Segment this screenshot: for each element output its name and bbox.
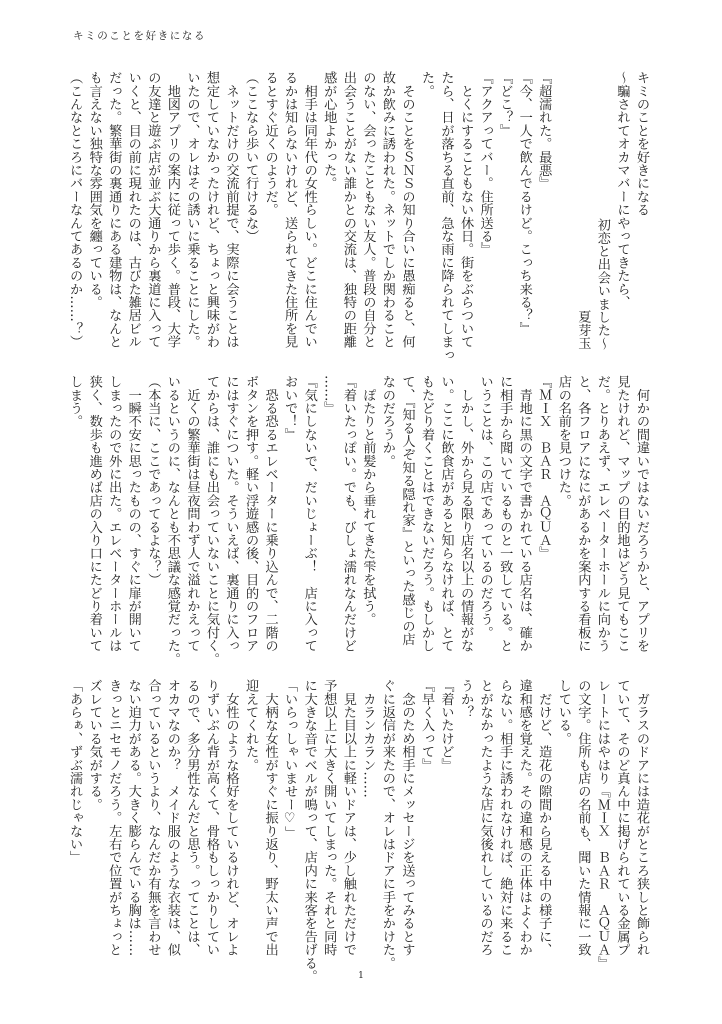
tier-top — [64, 71, 651, 362]
text-line: るとすぐ近くのようだ。 — [262, 71, 278, 217]
text-line: （ここなら歩いて行けるな） — [243, 71, 259, 243]
text-line: （こんなところにバーなんてあるのか……？） — [67, 71, 83, 349]
text-line: 店の名前を見つけた。 — [555, 375, 571, 507]
text-line: 『着いたけど』 — [438, 679, 454, 772]
text-line: 違和感を覚えた。その違和感の正体はよくわか — [516, 679, 532, 957]
text-line: いるというのに、なんとも不思議な感覚だった。 — [164, 375, 180, 666]
text-line: 感が心地よかった。 — [321, 71, 337, 190]
text-line: りずいぶん背が高くて、骨格もしっかりしてい — [203, 679, 219, 957]
text-line: しかし、外から見る限り店名以上の情報がな — [458, 375, 474, 653]
text-line: いうことは、この店であっているのだろう。 — [477, 375, 493, 639]
text-line: なのだろうか。 — [379, 375, 395, 468]
text-line: とくにすることもない休日。街をぶらついて — [458, 71, 474, 349]
story-subtitle-line2: 初恋と出会いました～ — [594, 218, 610, 350]
text-line: と、各フロアになにがあるかを案内する看板に — [575, 375, 591, 653]
text-line: 『気にしないで、だいじょーぶ！ 店に入って — [301, 375, 317, 653]
text-line: 『超濡れた。最悪』 — [536, 71, 552, 190]
text-line: 『早く入って』 — [418, 679, 434, 772]
text-line: に大きな音でベルが鳴って、店内に来客を告げる。 — [301, 679, 317, 983]
text-line: 何かの間違いではないだろうかと、アプリを — [634, 375, 649, 653]
text-line: 合っているというより、なんだか有無を言わせ — [145, 679, 161, 957]
text-line: レートにはやはり『ＭＩＸ ＢＡＲ ＡＱＵＡ』 — [594, 679, 610, 970]
text-line: 想定していなかったけれど、ちょっと興味がわ — [203, 71, 219, 349]
text-line: いたので、オレはその誘いに乗ることにした。 — [184, 71, 200, 349]
tier-middle — [64, 375, 651, 666]
text-line: らない。相手に誘われなければ、絶対に来るこ — [497, 679, 513, 957]
text-line: 出会うことがない誰かとの交流は、独特の距離 — [340, 71, 356, 349]
blank-line — [553, 71, 573, 350]
text-line: 見た目以上に軽いドアは、少し触れただけで — [340, 679, 356, 957]
text-line: てからは、誰にも出会っていないことに気付く。 — [203, 375, 219, 666]
text-line: 近くの繁華街は昼夜問わず人で溢れかえって — [184, 375, 200, 653]
text-line: 故か飲みに誘われた。ネットでしか関わること — [379, 71, 395, 349]
text-line: 狭く、数歩も進めば店の入り口にたどり着いて — [86, 375, 102, 653]
text-line: している。 — [555, 679, 571, 745]
text-line: オカマなのか？ メイド服のような衣装は、似 — [164, 679, 180, 957]
text-line: にはすぐについた。そういえば、裏通りに入っ — [223, 375, 239, 653]
text-line: おいで！』 — [282, 375, 298, 441]
text-line: 「あらぁ、ずぶ濡れじゃない」 — [67, 679, 83, 864]
tier-bottom — [64, 679, 651, 983]
text-line: 念のため相手にメッセージを送ってみるとす — [399, 679, 415, 957]
text-line: 『アクアってバー。住所送る』 — [477, 71, 493, 256]
text-line: 『今、一人で飲んでるけど。こっち来る？』 — [516, 71, 532, 335]
text-line: の文字。住所も店の名前も、聞いた情報に一致 — [575, 679, 591, 957]
text-line: だ。とりあえず、エレベーターホールに向かう — [594, 375, 610, 653]
text-line: ズレている気がする。 — [86, 679, 102, 811]
text-line: 一瞬不安に思ったものの、すぐに扉が開いて — [125, 375, 141, 653]
text-line: もたどり着くことはできないだろう。もしかし — [418, 375, 434, 653]
text-line: ない迫力がある。大きく膨らんでいる胸は…… — [125, 679, 141, 957]
text-line: るかは知らないけれど、送られてきた住所を見 — [282, 71, 298, 349]
text-line: の友達と遊ぶ店が並ぶ大通りから裏道に入って — [145, 71, 161, 349]
text-line: 予想以上に大きく開いてしまった。それと同時 — [321, 679, 337, 957]
running-head-title: キミのことを好きになる — [73, 30, 207, 42]
text-line: うか？ — [458, 679, 474, 719]
text-line: 「いらっしゃいませー♡」 — [282, 679, 298, 840]
text-line: 相手は同年代の女性らしい。どこに住んでい — [301, 71, 317, 349]
text-line: 『ＭＩＸ ＢＡＲ ＡＱＵＡ』 — [536, 375, 552, 560]
text-line: ていて、そのど真ん中に掲げられている金属プ — [614, 679, 630, 957]
text-line: しまう。 — [67, 375, 83, 428]
text-line: きっとニセモノだろう。左右で位置がちょっと — [106, 679, 122, 957]
text-line: だった。繁華街の裏通りにある建物は、なんと — [106, 71, 122, 349]
text-line: に相手から聞いているものと一致している。と — [497, 375, 513, 653]
text-line: とがなかったような店に気後れしているのだろ — [477, 679, 493, 957]
text-line: ガラスのドアには造花がところ狭しと飾られ — [634, 679, 649, 957]
text-line: るので、多分男性なんだと思う。ってことは、 — [184, 679, 200, 957]
text-line: 地図アプリの案内に従って歩く。普段、大学 — [164, 71, 180, 349]
story-title: キミのことを好きになる — [634, 71, 649, 217]
text-line: そのことをＳＮＳの知り合いに愚痴ると、何 — [399, 71, 415, 349]
text-line: 青地に黒の文字で書かれている店名は、確か — [516, 375, 532, 653]
text-line: 見たけれど、マップの目的地はどう見てもここ — [614, 375, 630, 653]
text-line: 『どこ？』 — [497, 71, 513, 137]
text-line: 恐る恐るエレベーターに乗り込んで、二階の — [262, 375, 278, 653]
text-line: （本当に、ここであってるよな？） — [145, 375, 161, 587]
text-line: カランカラン…… — [360, 679, 376, 798]
text-line: 『着いたっぽい。でも、びしょ濡れなんだけど — [340, 375, 356, 653]
text-line: ……』 — [321, 375, 337, 415]
story-subtitle-line1: ～騙されてオカマバーにやってきたら、 — [614, 71, 630, 309]
author-name: 夏芽玉 — [575, 310, 591, 350]
text-line: ぐに返信が来たので、オレはドアに手をかけた。 — [379, 679, 395, 970]
text-line: のない、会ったこともない友人。普段の自分と — [360, 71, 376, 349]
text-line: しまったので外に出た。エレベーターホールは — [106, 375, 122, 653]
text-line: ネットだけの交流前提で、実際に会うことは — [223, 71, 239, 349]
text-line: 迎えてくれた。 — [243, 679, 259, 772]
text-line: たら、日が落ちる直前、急な雨に降られてしまっ — [438, 71, 454, 362]
text-line: い。ここに飲食店があると知らなければ、とて — [438, 375, 454, 653]
page-number: 1 — [358, 971, 364, 981]
text-line: ボタンを押す。軽い浮遊感の後、目的のフロア — [243, 375, 259, 653]
text-line: ぽたりと前髪から垂れてきた雫を拭う。 — [360, 375, 376, 626]
text-line: いくと、目の前に現れたのは、古びた雑居ビル — [125, 71, 141, 349]
text-line: も言えない独特な雰囲気を纏っている。 — [86, 71, 102, 309]
text-line: 女性のような格好をしているけれど、オレよ — [223, 679, 239, 957]
text-line: だけど、造花の隙間から見える中の様子に、 — [536, 679, 552, 957]
text-line: て、『知る人ぞ知る隠れ家』といった感じの店 — [399, 375, 415, 646]
text-line: 大柄な女性がすぐに振り返り、野太い声で出 — [262, 679, 278, 957]
text-line: た。 — [418, 71, 434, 98]
